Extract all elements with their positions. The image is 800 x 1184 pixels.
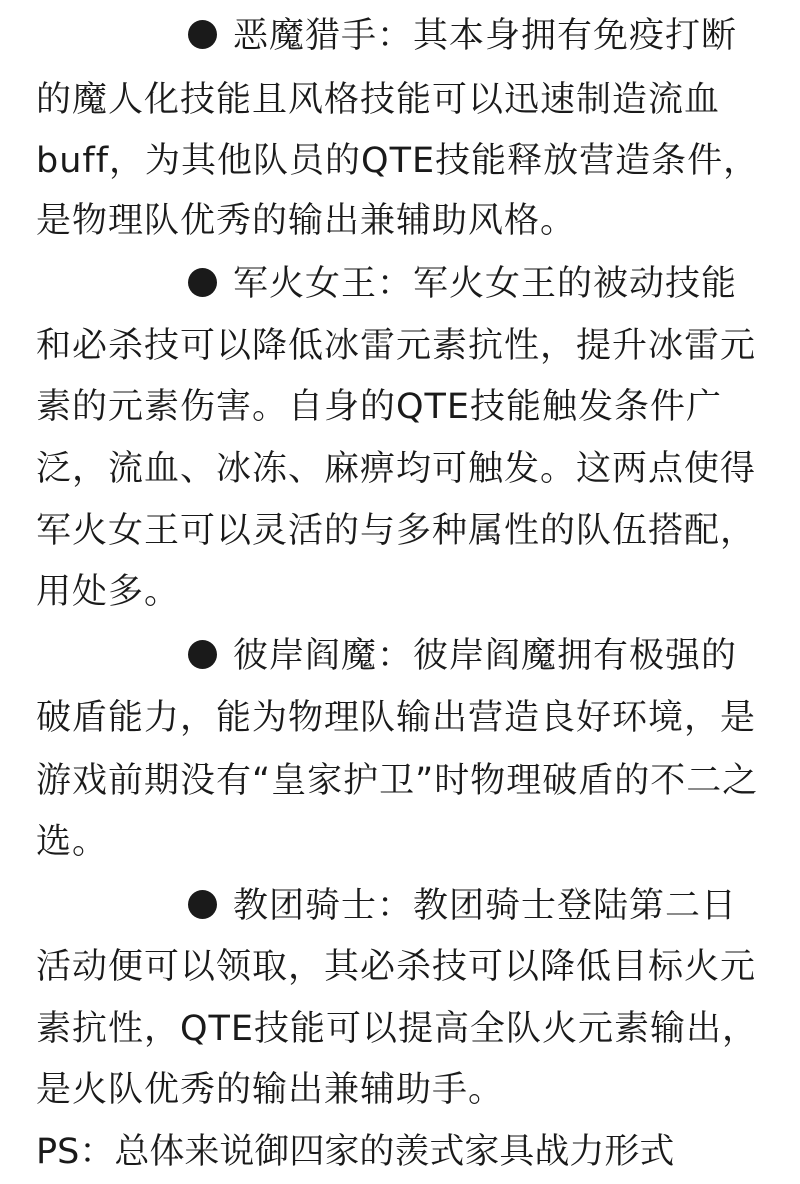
section-4-line-2: 活动便可以领取，其必杀技可以降低目标火元 <box>36 947 757 987</box>
section-3-line-1: 彼岸阎魔：彼岸阎魔拥有极强的 <box>233 636 738 676</box>
bullet-icon <box>188 640 217 669</box>
section-4-line-1: 教团骑士：教团骑士登陆第二日 <box>233 886 738 926</box>
bullet-icon <box>188 20 217 49</box>
bullet-icon <box>188 268 217 297</box>
section-2-line-5: 军火女王可以灵活的与多种属性的队伍搭配， <box>36 511 757 551</box>
bullet-icon <box>188 890 217 919</box>
section-2-line-4: 泛，流血、冰冻、麻痹均可触发。这两点使得 <box>36 449 757 489</box>
section-4-heading-line <box>188 874 788 938</box>
section-2-line-6: 用处多。 <box>36 572 181 612</box>
section-3-heading-line <box>188 624 788 688</box>
section-2-line-2: 和必杀技可以降低冰雷元素抗性，提升冰雷元 <box>36 326 757 366</box>
section-3-line-4: 选。 <box>36 822 109 862</box>
section-2-line-3: 素的元素伤害。自身的QTE技能触发条件广 <box>36 387 723 427</box>
section-4-line-3: 素抗性，QTE技能可以提高全队火元素输出， <box>36 1009 759 1049</box>
section-3-line-2: 破盾能力，能为物理队输出营造良好环境，是 <box>36 698 757 738</box>
section-1-line-1: 恶魔猎手：其本身拥有免疫打断 <box>233 16 738 56</box>
section-4-line-4: 是火队优秀的输出兼辅助手。 <box>36 1070 505 1110</box>
section-3-line-3: 游戏前期没有“皇家护卫”时物理破盾的不二之 <box>36 761 759 801</box>
section-1-line-4: 是物理队优秀的输出兼辅助风格。 <box>36 201 577 241</box>
section-1-heading-line <box>188 4 788 68</box>
section-2-heading-line <box>188 252 788 316</box>
cut-off-text-line: PS：总体来说御四家的羡式家具战力形式 <box>36 1132 675 1172</box>
section-2-line-1: 军火女王：军火女王的被动技能 <box>233 264 738 304</box>
section-1-line-3: buff，为其他队员的QTE技能释放营造条件， <box>36 141 760 181</box>
section-1-line-2: 的魔人化技能且风格技能可以迅速制造流血 <box>36 80 721 120</box>
